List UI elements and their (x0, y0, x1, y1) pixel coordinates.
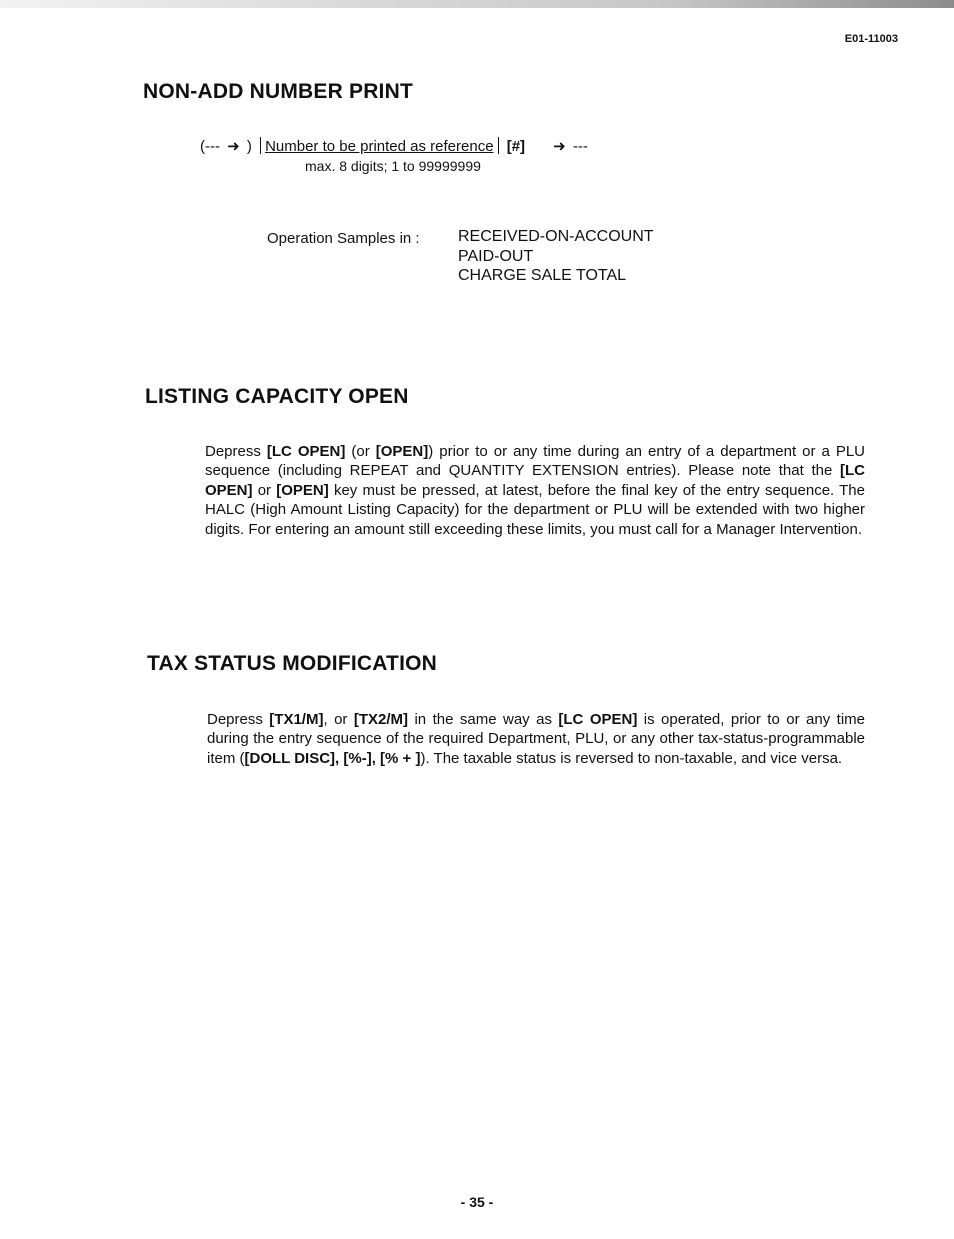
operation-samples-list (458, 227, 654, 286)
sample-item: PAID-OUT (458, 247, 534, 265)
text-run: key must be pressed, at latest, before the final key of the entry sequence. The HALC (High Amount Listing Capacity) for the department or PLU will be extended with two higher digits. For entering an amount still exceeding these limits, you must call for a Manager Intervention. (205, 481, 865, 538)
key-name: [TX1/M] (269, 711, 324, 728)
page-number: - 35 - (460, 1194, 494, 1210)
reference-number-label: Number to be printed as reference (265, 138, 494, 155)
operation-samples-label: Operation Samples in : (267, 230, 420, 247)
heading-listing-capacity-open: LISTING CAPACITY OPEN (145, 385, 409, 408)
text-run: Depress (205, 443, 267, 460)
key-name: [DOLL DISC], [%-], [% + ] (244, 749, 421, 767)
scan-edge-noise (0, 0, 954, 8)
text-run: in the same way as (408, 711, 559, 728)
text-run: ). The taxable status is reversed to non-taxable, and vice versa. (420, 749, 843, 767)
sequence-bar-right (498, 137, 499, 154)
text-run: Depress (207, 711, 270, 728)
heading-non-add-number-print: NON-ADD NUMBER PRINT (143, 80, 413, 103)
arrow-right-icon: ➜ (227, 138, 240, 155)
listing-capacity-paragraph (205, 442, 865, 539)
tax-status-paragraph (207, 710, 865, 768)
arrow-right-icon: ➜ (553, 138, 566, 155)
text-run: ) prior to or any time during an entry of a department or a PLU sequence (including REPEAT and QUANTITY EXTENSION entries). Please note that the (205, 443, 865, 480)
sequence-close-paren: ) (246, 138, 252, 155)
text-run: or (252, 481, 277, 499)
sample-item: CHARGE SALE TOTAL (458, 267, 627, 284)
hash-key-label: [#] (506, 138, 526, 155)
key-name: [OPEN] (375, 443, 429, 460)
key-name: [TX2/M] (353, 711, 409, 728)
sequence-bar-left (260, 137, 261, 154)
sample-item: RECEIVED-ON-ACCOUNT (458, 228, 654, 245)
digits-limit-note: max. 8 digits; 1 to 99999999 (305, 158, 481, 174)
text-run: , or (323, 711, 354, 728)
text-run: is operated, prior to or any time during the entry sequence of the required Department, PLU, or any other tax-status-programmable item ( (207, 711, 865, 767)
key-name: [OPEN] (276, 481, 329, 499)
key-name: [LC OPEN] (558, 711, 638, 728)
sequence-open: (--- (200, 138, 220, 155)
text-run: (or (345, 443, 376, 460)
key-sequence-line (200, 137, 588, 155)
heading-tax-status-modification: TAX STATUS MODIFICATION (147, 652, 438, 675)
key-name: [LC OPEN] (266, 443, 346, 460)
sequence-tail: --- (572, 138, 588, 155)
key-name: [LC OPEN] (205, 462, 865, 499)
document-id: E01-11003 (844, 33, 898, 45)
